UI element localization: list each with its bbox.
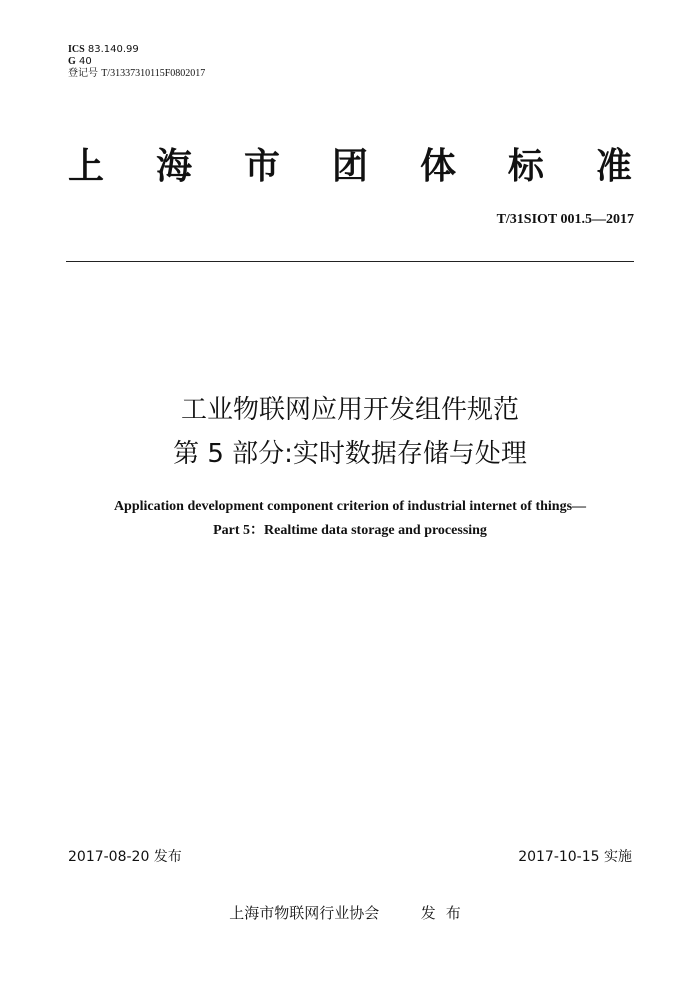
registration-label: 登记号: [68, 68, 98, 79]
issuer-name: 上海市物联网行业协会: [229, 904, 380, 922]
english-title-line-2: Part 5：Realtime data storage and processing: [213, 523, 487, 538]
implementation-date: 2017-10-15 实施: [518, 849, 632, 865]
registration-value: T/31337310115F0802017: [101, 68, 206, 79]
title-char: 准: [595, 145, 632, 187]
title-char: 标: [507, 145, 544, 187]
title-char: 市: [243, 145, 280, 187]
header-divider: [66, 261, 634, 262]
english-title-line-1: Application development component criterion of industrial internet of things—: [113, 499, 587, 514]
title-char: 体: [419, 145, 456, 187]
ccs-value: 40: [78, 56, 92, 67]
document-metadata: [68, 44, 205, 80]
chinese-title-line-2: 第 5 部分:实时数据存储与处理: [173, 439, 527, 469]
ccs-label: G: [68, 56, 76, 67]
standard-category-title: [68, 140, 632, 186]
chinese-title-line-1: 工业物联网应用开发组件规范: [180, 395, 519, 425]
ics-code-row: [68, 44, 205, 56]
title-char: 上: [68, 145, 105, 187]
ics-value: 83.140.99: [87, 44, 139, 55]
publish-date: 2017-08-20 发布: [68, 849, 182, 865]
title-char: 海: [155, 145, 192, 187]
title-char: 团: [331, 145, 368, 187]
issuing-organization: [0, 902, 700, 923]
standard-number: T/31SIOT 001.5—2017: [496, 212, 634, 227]
ccs-code-row: [68, 56, 205, 68]
issue-word: 发布: [420, 904, 471, 922]
ics-label: ICS: [68, 44, 85, 55]
registration-row: [68, 68, 205, 80]
